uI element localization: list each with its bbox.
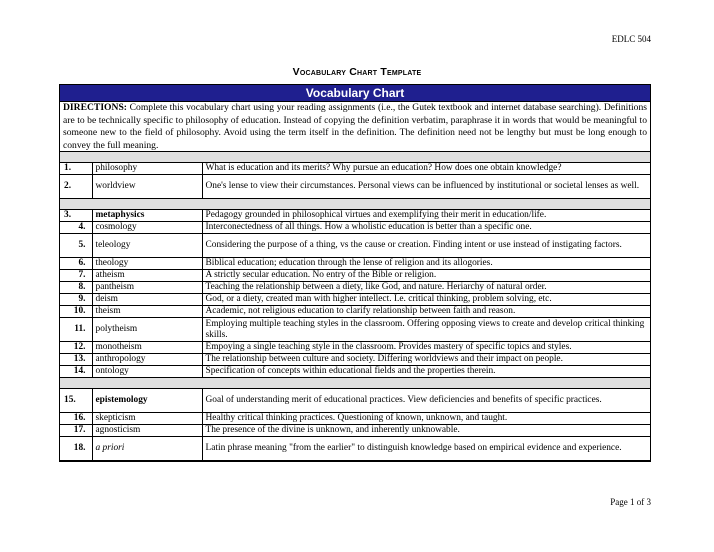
vocab-row [60, 175, 650, 199]
vocab-row [60, 318, 650, 342]
directions-block [60, 101, 650, 151]
vocab-row [60, 210, 650, 222]
term-number: 5. [60, 234, 92, 258]
term-definition: Employing multiple teaching styles in the classroom. Offering opposing views to create and develop critical thinking skills. [202, 318, 650, 342]
term-number: 8. [60, 282, 92, 294]
vocab-row [60, 389, 650, 413]
term-definition: Pedagogy grounded in philosophical virtues and exemplifying their merit in education/life. [202, 210, 650, 222]
spacer-cell [60, 199, 650, 210]
term-name: agnosticism [92, 425, 202, 437]
term-definition: Goal of understanding merit of educational practices. View deficiencies and benefits of specific practices. [202, 389, 650, 413]
term-number: 11. [60, 318, 92, 342]
section-spacer-row [60, 378, 650, 389]
term-name: deism [92, 294, 202, 306]
page-number: Page 1 of 3 [610, 497, 651, 507]
term-number: 13. [60, 354, 92, 366]
vocabulary-table [60, 151, 650, 461]
term-definition: Healthy critical thinking practices. Questioning of known, unknown, and taught. [202, 413, 650, 425]
term-definition: Considering the purpose of a thing, vs the cause or creation. Finding intent or use instead of instigating factors. [202, 234, 650, 258]
term-number: 18. [60, 437, 92, 461]
directions-text: Complete this vocabulary chart using your reading assignments (i.e., the Gutek textbook and internet database searching). Definitions are to be technically specific to philosophy of education. Instead of copying the definition verbatim, paraphrase it in words that would be meaningful to someone new to the field of philosophy. Avoid using the term itself in the definition. The definition need not be lengthy but must be long enough to convey the full meaning. [63, 102, 647, 151]
vocab-row [60, 354, 650, 366]
term-name: monotheism [92, 342, 202, 354]
vocab-row [60, 425, 650, 437]
term-number: 17. [60, 425, 92, 437]
term-definition: What is education and its merits? Why pursue an education? How does one obtain knowledge? [202, 163, 650, 175]
spacer-cell [60, 378, 650, 389]
term-number: 2. [60, 175, 92, 199]
vocab-row [60, 366, 650, 378]
vocab-row [60, 234, 650, 258]
term-definition: Specification of concepts within educational fields and the properties therein. [202, 366, 650, 378]
term-number: 7. [60, 270, 92, 282]
term-name: a priori [92, 437, 202, 461]
vocab-row [60, 163, 650, 175]
term-definition: A strictly secular education. No entry of the Bible or religion. [202, 270, 650, 282]
section-spacer-row [60, 199, 650, 210]
term-definition: Teaching the relationship between a diety, like God, and nature. Heriarchy of natural order. [202, 282, 650, 294]
term-name: skepticism [92, 413, 202, 425]
term-number: 3. [60, 210, 92, 222]
term-definition: Latin phrase meaning "from the earlier" to distinguish knowledge based on empirical evidence and experience. [202, 437, 650, 461]
term-number: 14. [60, 366, 92, 378]
vocabulary-chart [59, 84, 651, 462]
spacer-cell [60, 152, 650, 163]
term-name: metaphysics [92, 210, 202, 222]
section-spacer-row [60, 152, 650, 163]
vocab-row [60, 258, 650, 270]
chart-header: Vocabulary Chart [60, 85, 650, 101]
vocab-row [60, 306, 650, 318]
vocab-row [60, 282, 650, 294]
term-name: pantheism [92, 282, 202, 294]
term-name: theism [92, 306, 202, 318]
term-name: epistemology [92, 389, 202, 413]
term-definition: One's lense to view their circumstances. Personal views can be influenced by institutional or societal lenses as well. [202, 175, 650, 199]
vocab-row [60, 342, 650, 354]
term-definition: Interconectedness of all things. How a wholistic education is better than a specific one. [202, 222, 650, 234]
term-number: 12. [60, 342, 92, 354]
term-name: worldview [92, 175, 202, 199]
course-code: EDLC 504 [611, 34, 651, 44]
term-number: 16. [60, 413, 92, 425]
vocab-row [60, 294, 650, 306]
term-definition: Empoying a single teaching style in the classroom. Provides mastery of specific topics and styles. [202, 342, 650, 354]
document-title: Vocabulary Chart Template [292, 66, 422, 78]
term-name: teleology [92, 234, 202, 258]
term-number: 15. [60, 389, 92, 413]
term-number: 9. [60, 294, 92, 306]
term-name: atheism [92, 270, 202, 282]
term-definition: The presence of the divine is unknown, and inherently unknowable. [202, 425, 650, 437]
term-name: anthropology [92, 354, 202, 366]
vocab-row [60, 413, 650, 425]
vocab-row [60, 270, 650, 282]
term-number: 6. [60, 258, 92, 270]
vocab-row [60, 437, 650, 461]
term-definition: God, or a diety, created man with higher intellect. I.e. critical thinking, problem solving, etc. [202, 294, 650, 306]
term-name: theology [92, 258, 202, 270]
term-name: cosmology [92, 222, 202, 234]
term-definition: Academic, not religious education to clarify relationship between faith and reason. [202, 306, 650, 318]
term-name: philosophy [92, 163, 202, 175]
term-name: ontology [92, 366, 202, 378]
term-definition: Biblical education; education through the lense of religion and its allogories. [202, 258, 650, 270]
vocab-row [60, 222, 650, 234]
term-number: 10. [60, 306, 92, 318]
term-number: 4. [60, 222, 92, 234]
term-definition: The relationship between culture and society. Differing worldviews and their impact on people. [202, 354, 650, 366]
directions-label: DIRECTIONS: [63, 102, 127, 113]
term-name: polytheism [92, 318, 202, 342]
term-number: 1. [60, 163, 92, 175]
